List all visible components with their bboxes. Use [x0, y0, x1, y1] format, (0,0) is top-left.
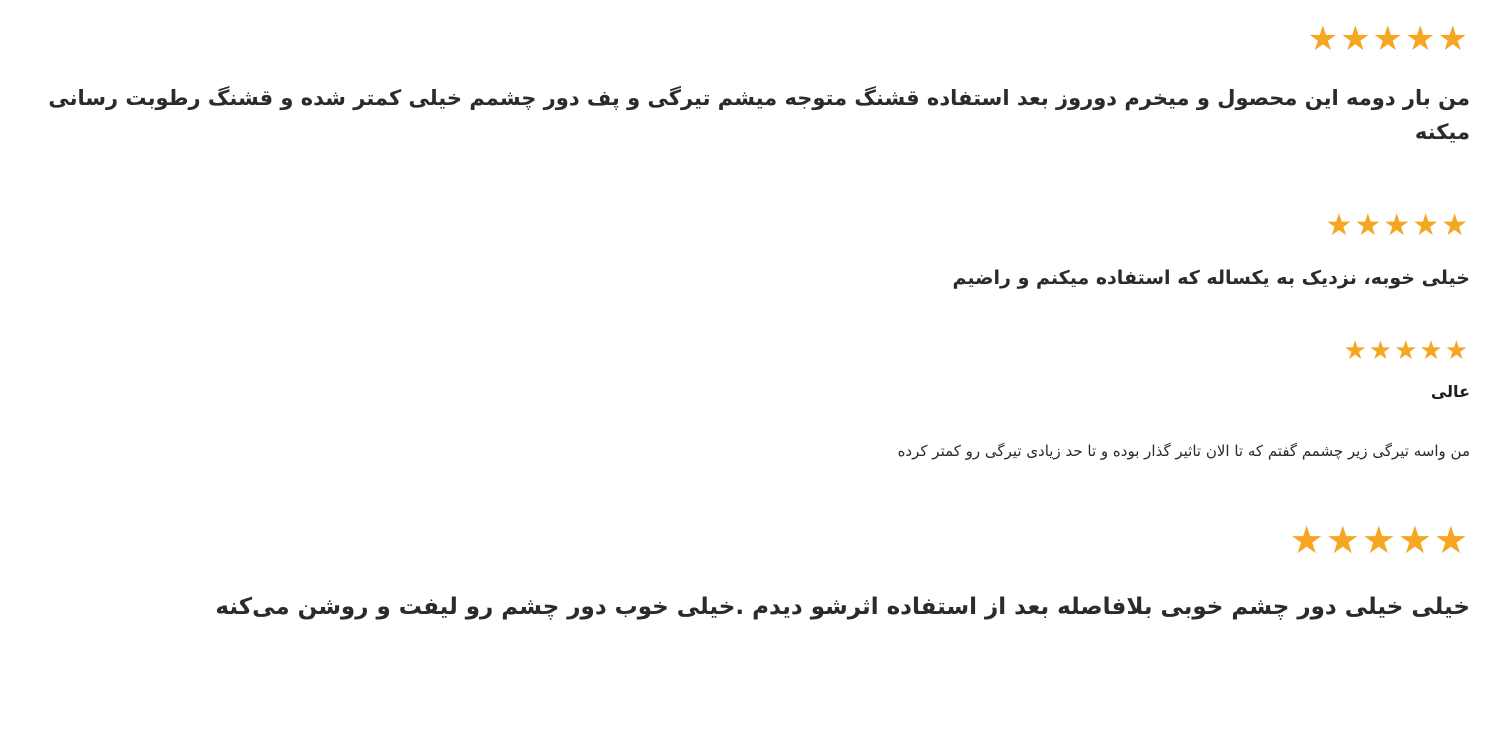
star-rating-icon: ★★★★★ — [1307, 19, 1470, 59]
review-item — [0, 294, 1498, 463]
review-body: من بار دومه این محصول و میخرم دوروز بعد استفاده قشنگ متوجه میشم تیرگی و پف دور چشمم خیلی کمتر شده و قشنگ رطوبت رسانی میکنه — [48, 86, 1470, 144]
star-rating-icon: ★★★★★ — [1343, 335, 1470, 366]
review-body: من واسه تیرگی زیر چشمم گفتم که تا الان تاثیر گذار بوده و تا حد زیادی تیرگی رو کمتر کرده — [897, 441, 1470, 460]
review-item — [0, 149, 1498, 293]
review-body: خیلی خیلی دور چشم خوبی بلافاصله بعد از استفاده اثرشو دیدم .خیلی خوب دور چشم رو لیفت و روشن می‌کنه — [215, 593, 1470, 620]
review-body: خیلی خوبه، نزدیک به یکساله که استفاده میکنم و راضیم — [952, 267, 1470, 290]
star-rating-icon: ★★★★★ — [1289, 517, 1470, 562]
star-rating-icon: ★★★★★ — [1325, 208, 1470, 244]
review-title: عالی — [1430, 381, 1470, 401]
review-item — [0, 0, 1498, 149]
review-item — [0, 463, 1498, 626]
